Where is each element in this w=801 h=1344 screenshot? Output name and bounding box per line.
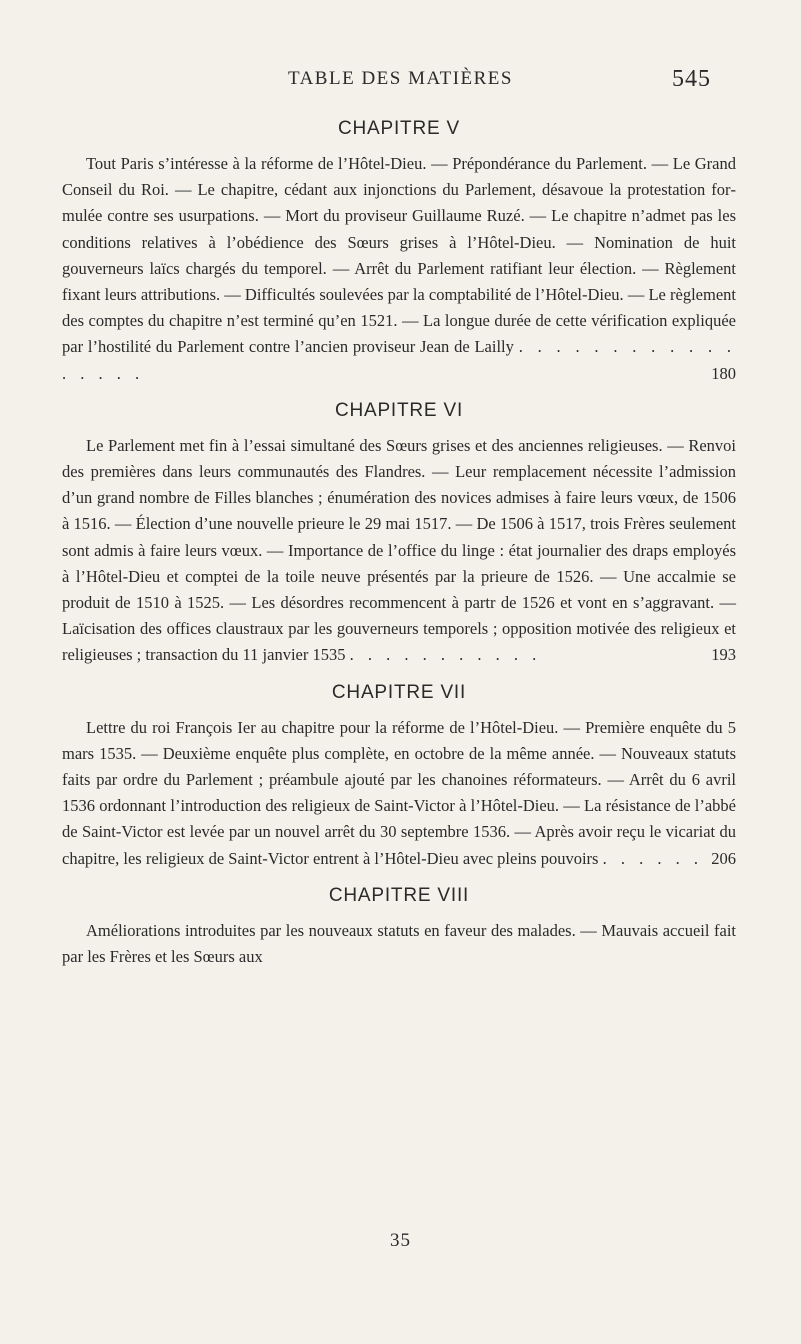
chapter-title: CHAPITRE VII	[331, 681, 467, 703]
chapter-title: CHAPITRE VIII	[328, 884, 470, 906]
table-of-contents	[62, 115, 736, 980]
signature-mark: 35	[390, 1230, 411, 1251]
chapter-entry	[62, 397, 736, 669]
chapter-entry	[62, 115, 736, 387]
chapter-page-ref: 180	[711, 363, 736, 383]
page-number: 545	[672, 66, 711, 92]
dot-leader: . . . . . .	[602, 848, 703, 868]
dot-leader: . . . . . . . . . . . . . . . . .	[62, 337, 737, 383]
summary-text: Tout Paris s’intéresse à la réforme de l’Hôtel-Dieu. — Prépondérance du Parlement. — Le Grand Conseil du Roi. — Le chapitre, cédant aux injonctions du Parlement, désavoue la protestation formulée contre ses usurpations. — Mort du proviseur Guillaume Ruzé. — Le chapitre n’admet pas les conditions relatives à l’obédience des Sœurs grises à l’Hôtel-Dieu. — Nomination de huit gouverneurs laïcs chargés du temporel. — Arrêt du Parlement ratifiant leur élection. — Règlement fixant leurs attributions. — Difficultés soulevées par la comptabilité de l’Hôtel-Dieu. — Le règlement des comptes du chapitre n’est terminé qu’en 1521. — La longue durée de cette vérification expliquée par l’hostilité du Parlement contre l’ancien proviseur Jean de Lailly	[62, 154, 736, 357]
running-title: TABLE DES MATIÈRES	[288, 68, 513, 89]
chapter-summary	[62, 151, 736, 387]
chapter-title: CHAPITRE V	[337, 118, 461, 139]
chapter-entry	[62, 882, 736, 970]
chapter-page-ref: 193	[711, 645, 736, 665]
running-head	[0, 68, 801, 96]
summary-text: Améliorations introduites par les nouveaux statuts en faveur des malades. — Mauvais accueil fait par les Frères et les Sœurs aux	[62, 920, 736, 967]
chapter-entry	[62, 679, 736, 872]
chapter-summary	[62, 918, 736, 970]
chapter-summary	[62, 715, 736, 872]
chapter-title: CHAPITRE VI	[334, 399, 464, 421]
summary-text: Le Parlement met fin à l’essai simultané des Sœurs grises et des anciennes religieuses. — Renvoi des premières dans leurs communautés des Flandres. — Leur remplacement nécessite l’admission d’un grand nombre de Filles blanches ; énumération des novices admises à faire leurs vœux, de 1506 à 1516. — Élection d’une nouvelle prieure le 29 mai 1517. — De 1506 à 1517, trois Frères seulement sont admis à faire leurs vœux. — Importance de l’office du linge : état journalier des draps employés à l’Hôtel-Dieu et comptei de la toile neuve présentés par la prieure de 1526. — Une accalmie se produit de 1510 à 1525. — Les désordres recommencent à partr de 1526 et vont en s’aggravant. — Laïcisation des offices claustraux par les gouverneurs temporels ; opposition motivée des religieux et religieuses ; transaction du 11 janvier 1535	[62, 435, 736, 665]
dot-leader: . . . . . . . . . . .	[349, 645, 542, 665]
summary-text: Lettre du roi François Ier au chapitre pour la réforme de l’Hôtel-Dieu. — Première enquête du 5 mars 1535. — Deuxième enquête plus complète, en octobre de la même année. — Nouveaux statuts faits par ordre du Parlement ; préambule ajouté par les chanoines réformateurs. — Arrêt du 6 avril 1536 ordonnant l’introduction des religieux de Saint-Victor à l’Hôtel-Dieu. — La résistance de l’abbé de Saint-Victor est levée par un nouvel arrêt du 30 septembre 1536. — Après avoir reçu le vicariat du chapitre, les religieux de Saint-Victor entrent à l’Hôtel-Dieu avec pleins pouvoirs	[62, 717, 736, 868]
chapter-page-ref: 206	[711, 848, 736, 868]
chapter-summary	[62, 433, 736, 669]
